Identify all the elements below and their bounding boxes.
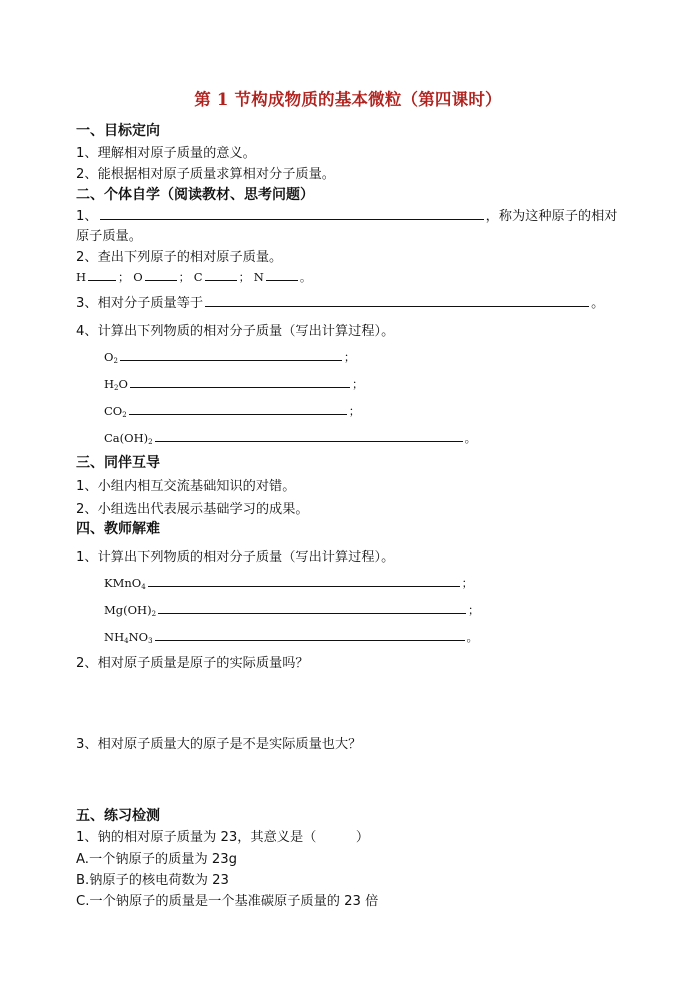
formula-text: Mg(OH) bbox=[104, 603, 152, 617]
option-a: A.一个钠原子的质量为 23g bbox=[76, 852, 238, 867]
separator: 。 bbox=[466, 630, 479, 644]
section-3-item-2: 2、小组选出代表展示基础学习的成果。 bbox=[76, 502, 309, 517]
question-4-2: 2、相对原子质量是原子的实际质量吗？ bbox=[76, 656, 309, 671]
page-title: 第 1 节构成物质的基本微粒（第四课时） bbox=[194, 90, 502, 109]
option-b: B.钠原子的核电荷数为 23 bbox=[76, 873, 229, 888]
atom-symbol: N bbox=[253, 270, 264, 284]
formula-row-kmno4 bbox=[104, 574, 473, 591]
formula-subscript: 4 bbox=[124, 637, 129, 645]
section-1-item-1: 1、理解相对原子质量的意义。 bbox=[76, 146, 256, 161]
question-4-1: 1、计算出下列物质的相对分子质量（写出计算过程）。 bbox=[76, 550, 395, 565]
formula-text: KMnO bbox=[104, 576, 142, 590]
formula-row-nh4no3 bbox=[104, 628, 478, 645]
section-1-heading: 一、目标定向 bbox=[76, 123, 160, 139]
formula-subscript: 2 bbox=[114, 384, 119, 392]
formula-subscript: 2 bbox=[113, 357, 118, 365]
formula-row-co2 bbox=[104, 402, 360, 419]
question-2-3 bbox=[76, 292, 604, 311]
answer-blank[interactable] bbox=[155, 628, 465, 641]
question-2-4: 4、计算出下列物质的相对分子质量（写出计算过程）。 bbox=[76, 324, 395, 339]
formula-row-caoh2 bbox=[104, 429, 476, 446]
separator: 。 bbox=[591, 296, 605, 311]
separator: ； bbox=[343, 350, 356, 364]
separator: 。 bbox=[464, 431, 477, 445]
section-4-heading: 四、教师解难 bbox=[76, 521, 160, 537]
formula-subscript: 3 bbox=[148, 637, 153, 645]
section-3-heading: 三、同伴互导 bbox=[76, 455, 160, 471]
question-5-1: 1、钠的相对原子质量为 23，其意义是（ ） bbox=[76, 830, 370, 845]
atom-blanks-row bbox=[76, 268, 311, 285]
section-3-item-1: 1、小组内相互交流基础知识的对错。 bbox=[76, 479, 296, 494]
answer-blank[interactable] bbox=[145, 268, 177, 281]
atom-symbol: H bbox=[76, 270, 87, 284]
answer-blank[interactable] bbox=[88, 268, 116, 281]
section-2-heading: 二、个体自学（阅读教材、思考问题） bbox=[76, 187, 314, 203]
formula-text: NH bbox=[104, 630, 125, 644]
separator: ； bbox=[351, 377, 364, 391]
question-2-1 bbox=[76, 205, 617, 224]
answer-blank[interactable] bbox=[120, 348, 342, 361]
formula-text: CO bbox=[104, 404, 123, 418]
question-2-1-continuation: 原子质量。 bbox=[76, 229, 142, 244]
atom-symbol: C bbox=[193, 270, 203, 284]
answer-blank[interactable] bbox=[129, 402, 347, 415]
question-2-1-number: 1、 bbox=[76, 209, 98, 224]
answer-blank[interactable] bbox=[155, 429, 463, 442]
formula-text: O bbox=[104, 350, 114, 364]
formula-subscript: 2 bbox=[151, 610, 157, 618]
answer-blank[interactable] bbox=[158, 601, 466, 614]
separator: ； bbox=[238, 270, 251, 284]
formula-subscript: 4 bbox=[141, 583, 146, 591]
answer-blank[interactable] bbox=[205, 294, 589, 307]
separator: ； bbox=[461, 576, 474, 590]
answer-blank[interactable] bbox=[130, 375, 350, 388]
question-2-3-text: 3、相对分子质量等于 bbox=[76, 296, 204, 311]
formula-text: NO bbox=[128, 630, 149, 644]
separator: ； bbox=[178, 270, 191, 284]
question-2-2: 2、查出下列原子的相对原子质量。 bbox=[76, 250, 283, 265]
answer-blank[interactable] bbox=[205, 268, 237, 281]
separator: ； bbox=[118, 270, 130, 284]
formula-subscript: 2 bbox=[148, 438, 153, 446]
section-5-heading: 五、练习检测 bbox=[76, 808, 160, 824]
formula-subscript: 2 bbox=[122, 411, 127, 419]
section-1-item-2: 2、能根据相对原子质量求算相对分子质量。 bbox=[76, 167, 335, 182]
answer-blank[interactable] bbox=[148, 574, 460, 587]
option-c: C.一个钠原子的质量是一个基准碳原子质量的 23 倍 bbox=[76, 894, 379, 909]
formula-text: O bbox=[118, 377, 128, 391]
formula-text: Ca(OH) bbox=[104, 431, 149, 445]
formula-row-o2 bbox=[104, 348, 355, 365]
separator: ； bbox=[348, 404, 361, 418]
answer-blank[interactable] bbox=[266, 268, 298, 281]
separator: ； bbox=[468, 603, 480, 617]
separator: 。 bbox=[299, 270, 312, 284]
answer-blank[interactable] bbox=[100, 207, 484, 220]
formula-row-mgoh2 bbox=[104, 601, 480, 618]
atom-symbol: O bbox=[133, 270, 143, 284]
formula-row-h2o bbox=[104, 375, 363, 392]
formula-text: H bbox=[104, 377, 115, 391]
question-4-3: 3、相对原子质量大的原子是不是实际质量也大？ bbox=[76, 737, 362, 752]
question-2-1-text: ，称为这种原子的相对 bbox=[485, 209, 618, 224]
